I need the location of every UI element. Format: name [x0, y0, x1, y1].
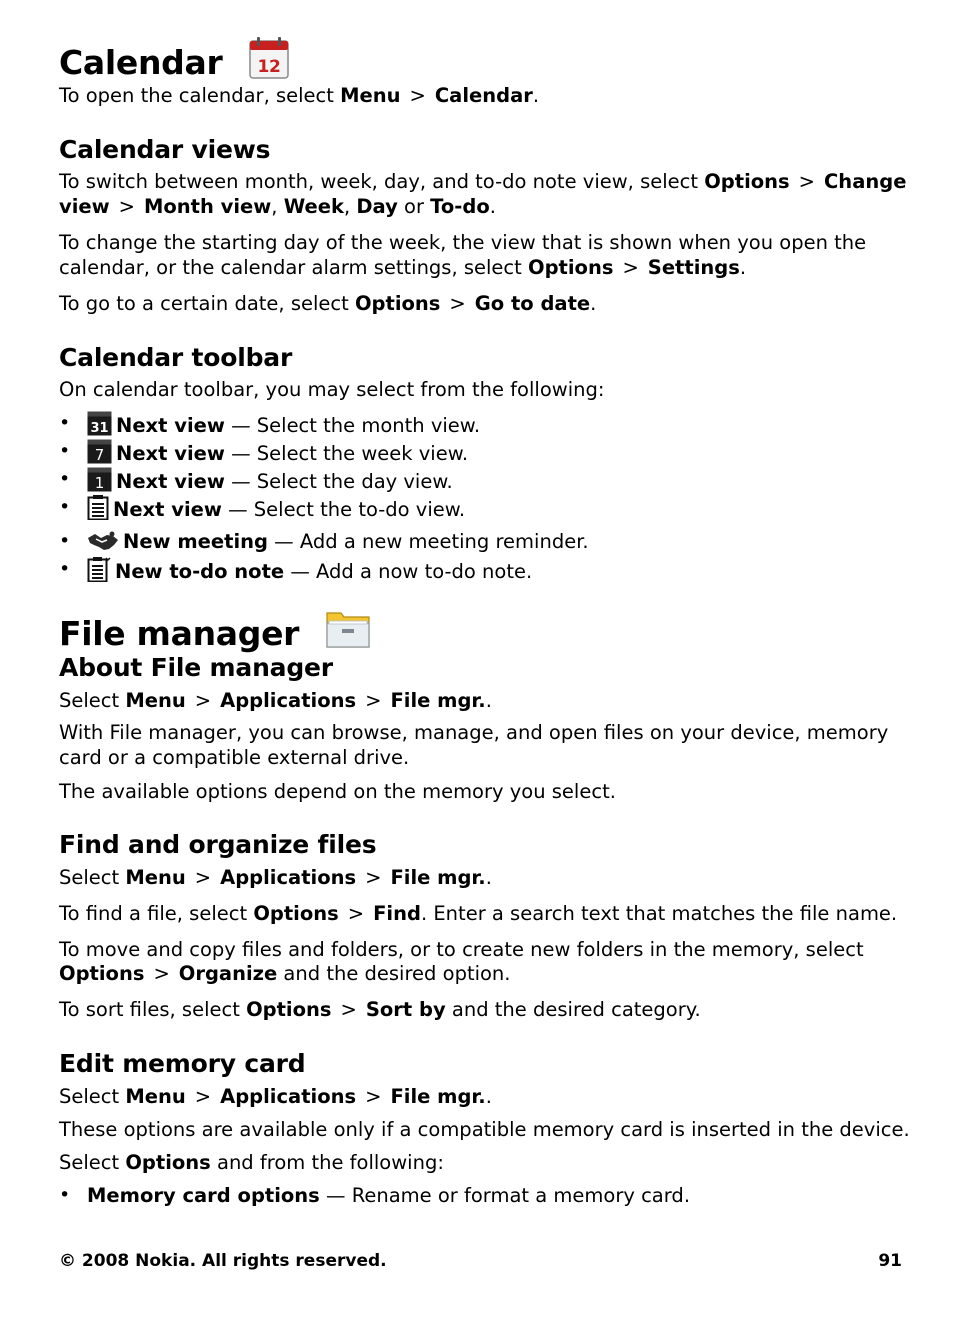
calendar-icon	[248, 36, 290, 89]
about-p1-line2: card or a compatible external drive.	[59, 746, 410, 769]
about-file-manager-heading: About File manager	[59, 653, 333, 682]
svg-text:31: 31	[90, 421, 109, 436]
file-manager-title: File manager	[59, 607, 372, 660]
calendar-toolbar-heading: Calendar toolbar	[59, 343, 293, 372]
edit-select-path: Select Menu > Applications > File mgr..	[59, 1085, 492, 1108]
month-view-icon	[87, 411, 112, 442]
calendar-intro: To open the calendar, select Menu > Calendar.	[59, 84, 540, 107]
new-todo-icon	[87, 557, 111, 588]
calendar-views-heading: Calendar views	[59, 135, 271, 164]
edit-p1: These options are available only if a compatible memory card is inserted in the device.	[59, 1118, 910, 1141]
find-organize-heading: Find and organize files	[59, 830, 377, 859]
week-view-icon	[87, 439, 112, 470]
footer-copyright: © 2008 Nokia. All rights reserved.	[59, 1251, 387, 1271]
calendar-views-p3: To go to a certain date, select Options > Go to date.	[59, 292, 597, 315]
find-p1: To find a file, select Options > Find. Enter a search text that matches the file name.	[59, 902, 898, 925]
find-select-path: Select Menu > Applications > File mgr..	[59, 866, 492, 889]
page-number: 91	[878, 1251, 902, 1271]
calendar-title: Calendar 12	[59, 36, 290, 89]
find-p2-line1: To move and copy files and folders, or to create new folders in the memory, select	[59, 938, 864, 961]
calendar-views-p2-line2: calendar, or the calendar alarm settings, select Options > Settings.	[59, 256, 747, 279]
manual-page: Calendar 12 To open the calendar, select Menu > Calendar. Calendar views To switch between month, week, day, and to-do note view, select Options > Change view > Month view, Week, Day or To-do. To change the starting day of the week, the view that is shown when you open the calendar, or the calendar alarm settings, select Options > Settings. To go to a certain date, select Options > Go to date. Calendar toolbar On calendar toolbar, you may select from the following: • 31 Next view — Select the month view. • 7 Next view — Select the week view. • 1 Next view — Select the day view. • Next view — Select the to-do view. • New meeting — Add a new meeting reminder. • New to-do note — Add a now to-do note. File manager About File manager Select Menu > Applications > File mgr.. With File manager, you can browse, manage, and open files on your device, memory card or a compatible external drive. The available options depend on the memory you select. Find and organize files Select Menu > Applications > File mgr.. To find a file, select Options > Find. Enter a search text that matches the file name. To move and copy files and folders, or to create new folders in the memory, select Options > Organize and the desired option. To sort files, select Options > Sort by and the desired category. Edit memory card Select Menu > Applications > File mgr.. These options are available only if a compatible memory card is inserted in the device. Select Options and from the following: • Memory card options — Rename or format a memory card. © 2008 Nokia. All rights reserved. 91	[0, 0, 954, 1322]
day-view-icon	[87, 467, 112, 498]
calendar-views-p2-line1: To change the starting day of the week, the view that is shown when you open the	[59, 231, 867, 254]
calendar-icon-day: 12	[257, 57, 281, 77]
calendar-views-p1-line2: view > Month view, Week, Day or To-do.	[59, 195, 496, 218]
todo-view-icon	[87, 495, 109, 526]
calendar-toolbar-intro: On calendar toolbar, you may select from the following:	[59, 378, 605, 401]
edit-p2: Select Options and from the following:	[59, 1151, 444, 1174]
find-p2-line2: Options > Organize and the desired option.	[59, 962, 511, 985]
about-select-path: Select Menu > Applications > File mgr..	[59, 689, 492, 712]
handshake-icon	[87, 530, 119, 558]
svg-text:1: 1	[94, 474, 105, 492]
svg-text:7: 7	[94, 446, 105, 464]
calendar-views-p1-line1: To switch between month, week, day, and to-do note view, select Options > Change	[59, 170, 907, 193]
edit-memory-card-heading: Edit memory card	[59, 1049, 306, 1078]
about-p2: The available options depend on the memory you select.	[59, 780, 616, 803]
about-p1-line1: With File manager, you can browse, manage, and open files on your device, memory	[59, 721, 889, 744]
find-p3: To sort files, select Options > Sort by and the desired category.	[59, 998, 701, 1021]
